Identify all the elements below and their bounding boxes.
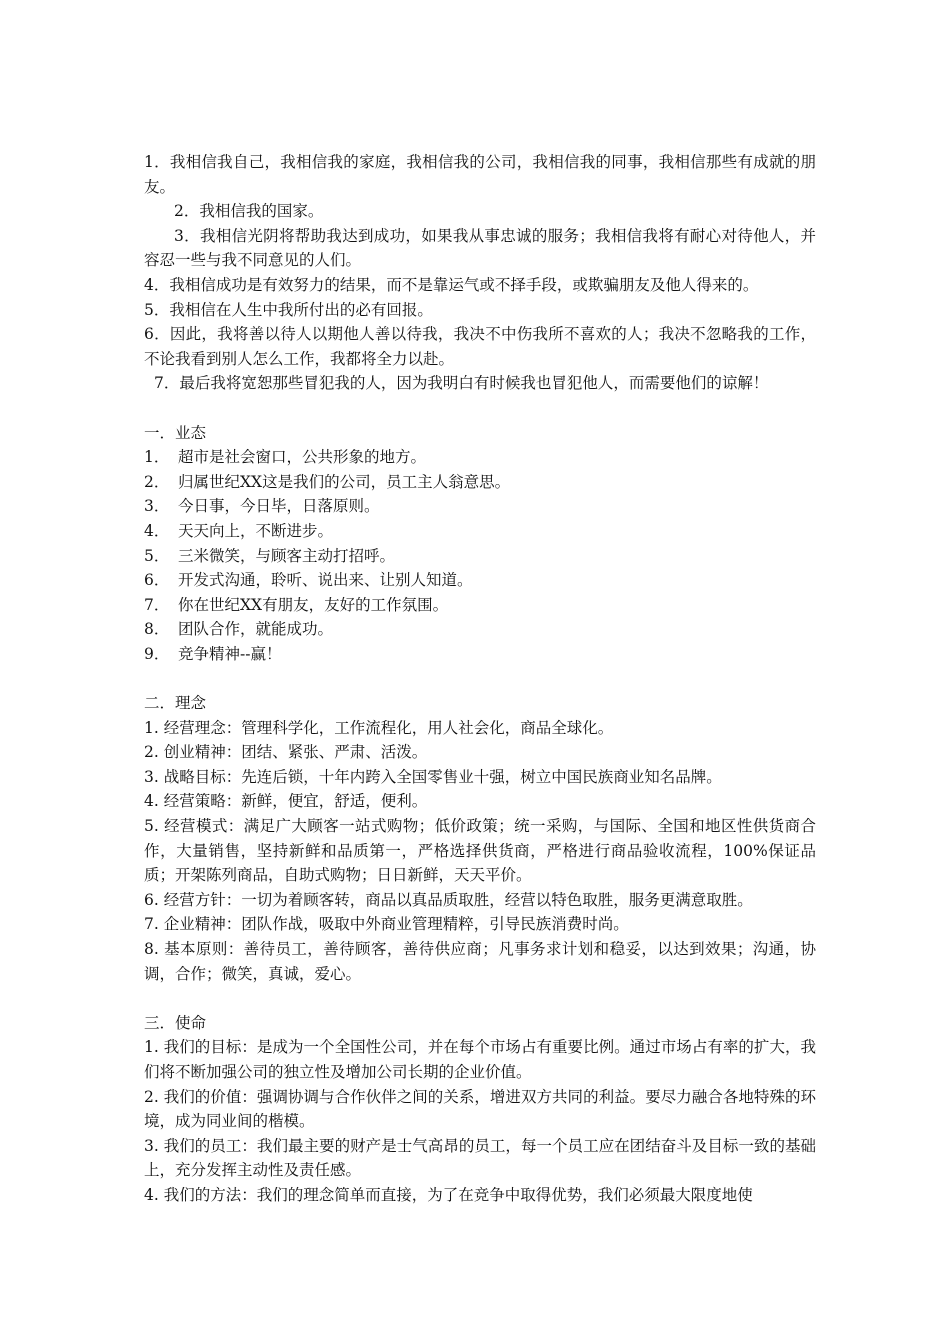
list-item: 9． 竞争精神--赢！ xyxy=(144,644,282,663)
creed-item-4: 4．我相信成功是有效努力的结果，而不是靠运气或不择手段，或欺骗朋友及他人得来的。 xyxy=(144,275,759,294)
document-page xyxy=(144,150,816,1208)
creed-item-2: 2．我相信我的国家。 xyxy=(174,202,324,221)
creed-item-1: 1．我相信我自己，我相信我的家庭，我相信我的公司，我相信我的同事，我相信那些有成就的朋友。 xyxy=(144,153,816,196)
list-item: 3． 今日事，今日毕，日落原则。 xyxy=(144,497,380,516)
list-item: 1. 我们的目标：是成为一个全国性公司，并在每个市场占有重要比例。通过市场占有率的扩大，我们将不断加强公司的独立性及增加公司长期的企业价值。 xyxy=(144,1038,817,1081)
section-heading-mission: 三．使命 xyxy=(144,1013,207,1032)
section-heading-philosophy: 二．理念 xyxy=(144,694,207,713)
list-item: 3. 我们的员工：我们最主要的财产是士气高昂的员工，每一个员工应在团结奋斗及目标一致的基础上，充分发挥主动性及责任感。 xyxy=(144,1136,817,1180)
list-item: 7． 你在世纪XX有朋友，友好的工作氛围。 xyxy=(144,595,449,614)
creed-item-7: 7．最后我将宽恕那些冒犯我的人，因为我明白有时候我也冒犯他人，而需要他们的谅解！ xyxy=(154,374,769,393)
list-item: 8. 基本原则：善待员工，善待顾客，善待供应商；凡事务求计划和稳妥，以达到效果；沟通，协调，合作；微笑，真诚，爱心。 xyxy=(144,940,816,983)
list-item: 2. 我们的价值：强调协调与合作伙伴之间的关系，增进双方共同的利益。要尽力融合各地特殊的环境，成为同业间的楷模。 xyxy=(144,1087,817,1131)
list-item: 4． 天天向上，不断进步。 xyxy=(144,521,334,540)
list-item: 2． 归属世纪XX这是我们的公司，员工主人翁意思。 xyxy=(144,472,511,491)
creed-item-6: 6．因此，我将善以待人以期他人善以待我，我决不中伤我所不喜欢的人；我决不忽略我的工作，不论我看到别人怎么工作，我都将全力以赴。 xyxy=(144,325,816,368)
list-item: 5． 三米微笑，与顾客主动打招呼。 xyxy=(144,546,396,565)
list-item: 4. 我们的方法：我们的理念简单而直接，为了在竞争中取得优势，我们必须最大限度地使 xyxy=(144,1185,753,1204)
list-item: 8． 团队合作，就能成功。 xyxy=(144,620,334,639)
list-item: 6. 经营方针：一切为着顾客转，商品以真品质取胜，经营以特色取胜，服务更满意取胜。 xyxy=(144,890,753,909)
creed-item-5: 5．我相信在人生中我所付出的必有回报。 xyxy=(144,300,433,319)
list-item: 1. 经营理念：管理科学化，工作流程化，用人社会化，商品全球化。 xyxy=(144,718,614,737)
list-item: 2. 创业精神：团结、紧张、严肃、活泼。 xyxy=(144,743,428,762)
section-heading-business: 一．业态 xyxy=(144,423,207,442)
list-item: 6． 开发式沟通，聆听、说出来、让别人知道。 xyxy=(144,571,473,590)
creed-item-3: 3．我相信光阴将帮助我达到成功，如果我从事忠诚的服务；我相信我将有耐心对待他人，并容忍一些与我不同意见的人们。 xyxy=(144,226,816,270)
list-item: 4. 经营策略：新鲜，便宜，舒适，便利。 xyxy=(144,792,428,811)
list-item: 5. 经营模式：满足广大顾客一站式购物；低价政策；统一采购，与国际、全国和地区性供货商合作，大量销售，坚持新鲜和品质第一，严格选择供货商，严格进行商品验收流程，100%保证品质；开架陈列商品，自助式购物；日日新鲜，天天平价。 xyxy=(144,817,816,885)
list-item: 1． 超市是社会窗口，公共形象的地方。 xyxy=(144,448,427,467)
list-item: 3. 战略目标：先连后锁，十年内跨入全国零售业十强，树立中国民族商业知名品牌。 xyxy=(144,767,722,786)
list-item: 7. 企业精神：团队作战，吸取中外商业管理精粹，引导民族消费时尚。 xyxy=(144,915,629,934)
